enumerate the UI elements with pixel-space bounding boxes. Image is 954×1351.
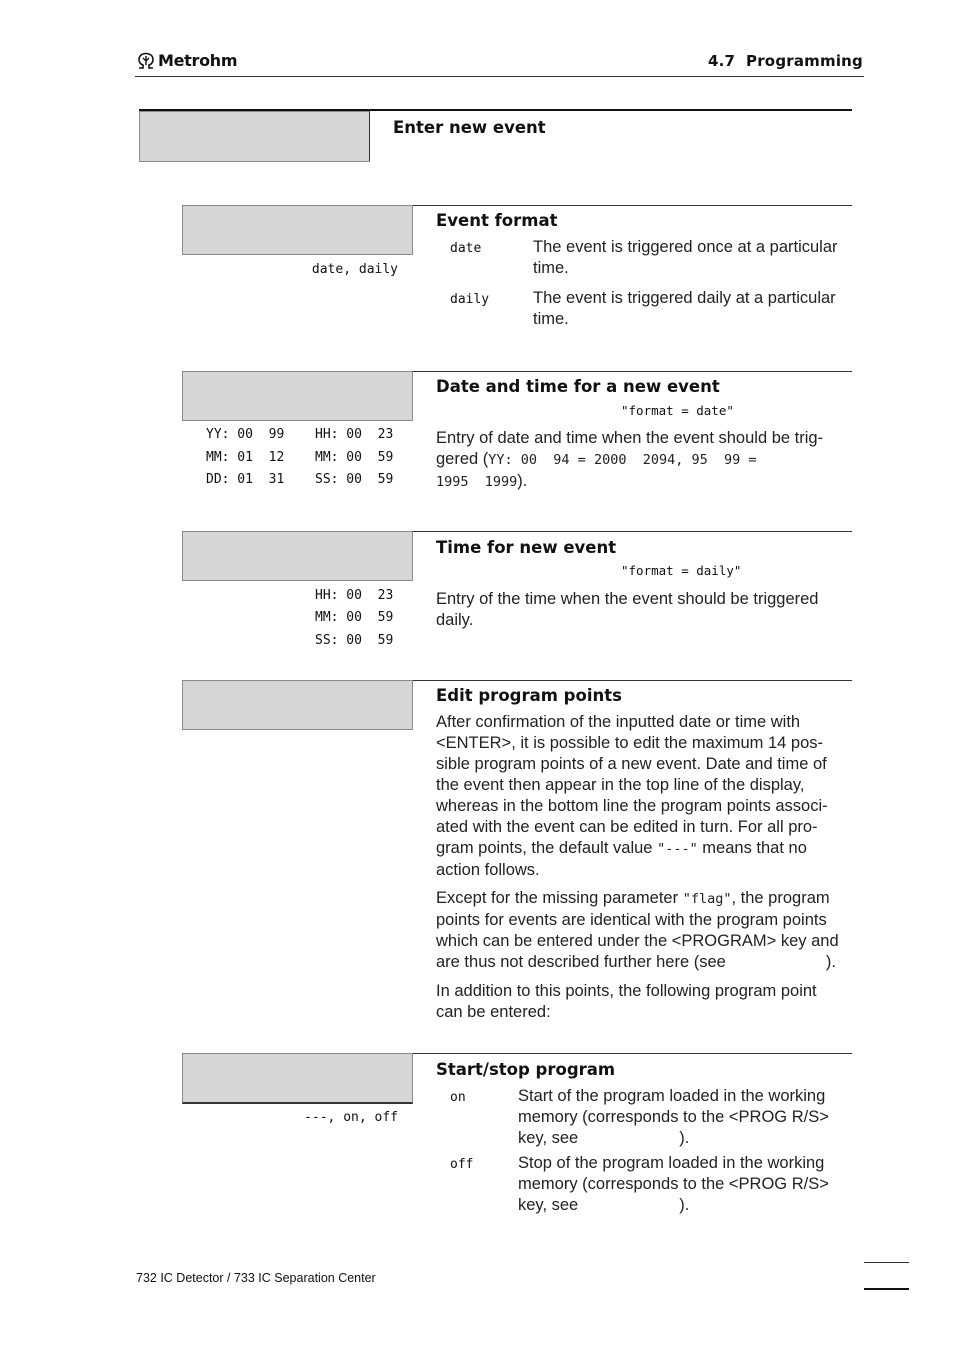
metrohm-omega-icon — [136, 52, 156, 70]
page-number-rule-bottom — [864, 1288, 909, 1290]
edit-points-para1-text: After confirmation of the inputted date or time with <ENTER>, it is possible to edit the maximum 14 pos-sible program points of a new event. Date and time of the event then appear in the top line of the display, whereas in the bottom line the program points associ-ated with the event can be edited in turn. For all pro-gram points, the default value — [436, 713, 828, 857]
event-format-range: date, daily — [311, 262, 398, 277]
brand-logo — [136, 51, 237, 70]
start-stop-display-box — [182, 1053, 413, 1104]
edit-points-heading: Edit program points — [436, 686, 622, 705]
option-desc-on-end: ). — [679, 1129, 690, 1147]
edit-points-para2-text: Except for the missing parameter — [436, 889, 679, 907]
date-time-text — [436, 428, 856, 493]
edit-points-para2-end: ). — [825, 953, 836, 971]
date-time-display-box — [182, 371, 413, 421]
brand-name: Metrohm — [158, 51, 238, 70]
section-title: Enter new event — [393, 118, 546, 137]
range-hh: HH: 00 23 — [315, 427, 394, 442]
edit-points-para3: In addition to this points, the following program point can be entered: — [436, 982, 817, 1021]
option-desc-off-text: Stop of the program loaded in the working memory (corresponds to the <PROG R/S> key, see — [518, 1154, 829, 1214]
option-key-on: on — [450, 1090, 466, 1105]
date-time-year-code-cont: 1995 1999 — [436, 474, 518, 490]
flag-code: "flag" — [682, 891, 732, 907]
option-desc-on-text: Start of the program loaded in the working memory (corresponds to the <PROG R/S> key, see — [518, 1087, 829, 1147]
time-range-mm: MM: 00 59 — [315, 610, 394, 625]
footer-text: 732 IC Detector / 733 IC Separation Center — [136, 1271, 376, 1285]
start-stop-rule — [412, 1053, 852, 1054]
date-time-text-line1: Entry of date and time when the event should be trig- — [436, 429, 824, 447]
event-format-rule — [412, 205, 852, 206]
option-desc-off — [518, 1153, 858, 1216]
edit-points-display-box — [182, 680, 413, 730]
time-range-ss: SS: 00 59 — [315, 633, 394, 648]
option-key-date: date — [450, 241, 482, 256]
time-event-text: Entry of the time when the event should be triggered daily. — [436, 590, 819, 629]
start-stop-heading: Start/stop program — [436, 1060, 616, 1079]
range-ss: SS: 00 59 — [315, 472, 394, 487]
time-event-heading: Time for new event — [436, 538, 617, 557]
time-event-rule — [412, 531, 852, 532]
date-time-year-code: YY: 00 94 = 2000 2094, 95 99 = — [488, 452, 757, 468]
section-heading: 4.7 Programming — [708, 52, 863, 70]
date-time-text-line2: gered ( — [436, 450, 489, 468]
date-time-rule — [412, 371, 852, 372]
event-format-display-box — [182, 205, 413, 255]
option-desc-date: The event is triggered once at a particular time. — [533, 238, 838, 277]
range-mm-minute: MM: 00 59 — [315, 450, 394, 465]
date-time-heading: Date and time for a new event — [436, 377, 720, 396]
option-key-daily: daily — [450, 292, 490, 307]
range-yy: YY: 00 99 — [206, 427, 285, 442]
header-rule — [135, 76, 864, 77]
edit-points-para1 — [436, 712, 852, 881]
edit-points-rule — [412, 680, 852, 681]
default-value-code: "---" — [657, 841, 698, 857]
time-event-display-box — [182, 531, 413, 581]
page-number-rule-top — [864, 1262, 909, 1263]
range-dd: DD: 01 31 — [206, 472, 285, 487]
option-desc-on — [518, 1086, 858, 1149]
time-range-hh: HH: 00 23 — [315, 588, 394, 603]
option-desc-daily: The event is triggered daily at a particular time. — [533, 289, 836, 328]
range-mm-month: MM: 01 12 — [206, 450, 285, 465]
edit-points-para1-end: means that no action follows. — [436, 839, 807, 879]
option-key-off: off — [450, 1157, 474, 1172]
edit-points-para2-mid: , the program points for events are identical with the program points which can be entered under the <PROGRAM> key and are thus not described further here (see — [436, 889, 839, 971]
event-format-heading: Event format — [436, 211, 558, 230]
section-box-divider — [369, 111, 370, 161]
edit-points-para2 — [436, 888, 864, 973]
time-event-condition: "format = daily" — [621, 563, 742, 578]
start-stop-range: ---, on, off — [304, 1110, 398, 1125]
date-time-text-end: ). — [517, 472, 528, 490]
date-time-condition: "format = date" — [621, 403, 734, 418]
section-display-box — [139, 111, 370, 162]
option-desc-off-end: ). — [679, 1196, 690, 1214]
